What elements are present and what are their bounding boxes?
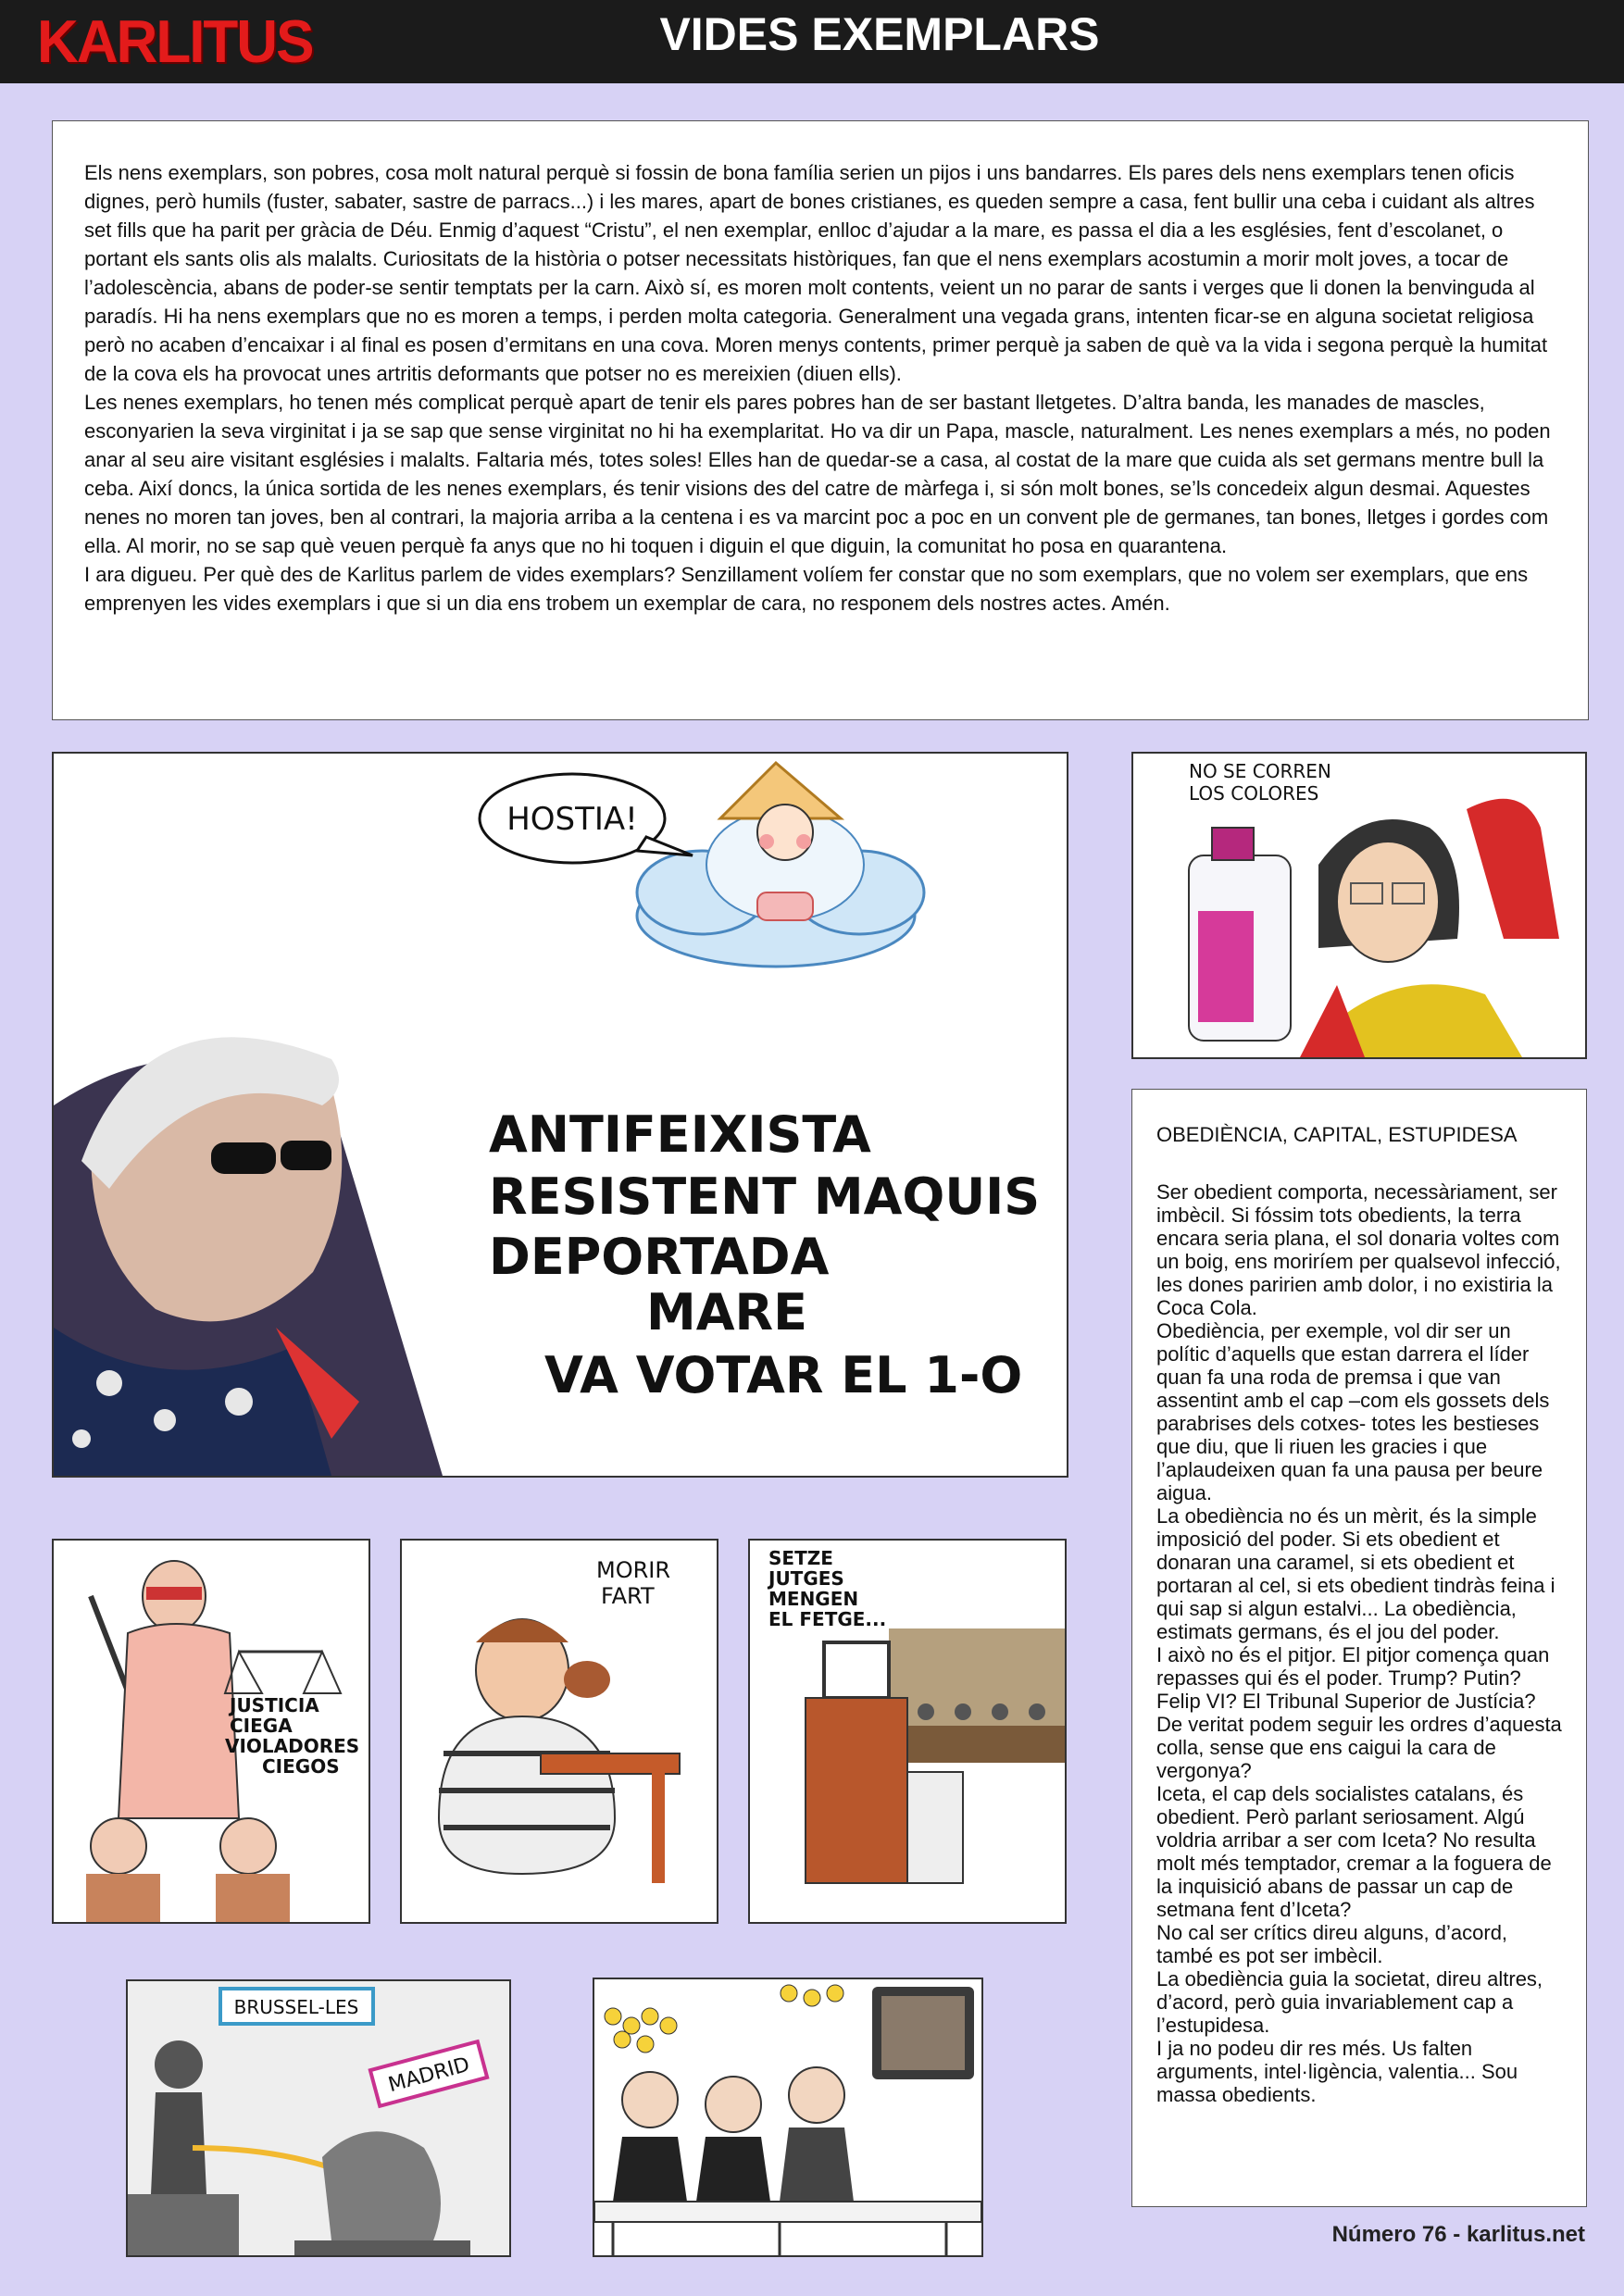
intro-paragraph-3: I ara digueu. Per què des de Karlitus parlem de vides exemplars? Senzillament volíem fer constar que no som exemplars, que no volem ser exemplars, que ens emprenyen les vides exemplars i que si un dia ens trobem un exemplar de cara, no responem dels nostres actes. Amén. (84, 563, 1529, 615)
cartoon-trial (593, 1978, 983, 2257)
cartoon-line-1: ANTIFEIXISTA (489, 1105, 871, 1164)
cartoon-brussel-madrid (126, 1979, 511, 2257)
courtroom-illustration (806, 1628, 1065, 1883)
speech-text: HOSTIA! (506, 801, 638, 838)
intro-paragraph-2: Les nenes exemplars, ho tenen més complicat perquè apart de tenir els pares pobres han de ser bastant lletgetes. D’altra banda, les manades de mascles, esconyarien la seva virginitat i ja se sap que sense virginitat no hi ha exemplaritat. Ho va dir un Papa, mascle, naturalment. Les nenes exemplars a més, no poden anar al seu aire visitant esglésies i malalts. Faltaria més, totes soles! Elles han de quedar-se a casa, al costat de la mare que cuida als set germans mentre bull la ceba. Així doncs, la única sortida de les nenes exemplars, és tenir visions des del catre de màrfega i, si són molt bones, se’ls concedeix algun desmai. Aquestes nenes no moren tan joves, ben al contrari, la majoria arriba a la centena i es va marcint poc a poc en un convent ple de germanes, tan bones, lletges i gordes com ella. Al morir, no se sap què veuen perquè fa anys que no hi toquen i diguin el que diguin, la comunitat ho posa en quarantena. (84, 391, 1551, 557)
setze-line-3: MENGEN (768, 1588, 859, 1610)
morir-line-1: MORIR (596, 1557, 671, 1583)
header-bar (0, 0, 1624, 83)
cartoon-line-4: MARE (646, 1283, 807, 1341)
issue-footer: Número 76 - karlitus.net (1331, 2222, 1585, 2247)
colores-line-1: NO SE CORREN (1189, 760, 1331, 782)
article-paragraph-1: Ser obedient comporta, necessàriament, ser imbècil. Si fóssim tots obedients, la terra encara seria plana, el sol donaria voltes com un boig, ens moriríem per qualsevol infecció, les dones paririen amb dolor, i no existiria la Coca Cola. (1156, 1180, 1561, 1319)
article-paragraph-8: I ja no podeu dir res més. Us falten arguments, intel·ligència, valentia... Sou massa obedients. (1156, 2037, 1518, 2106)
article-title: OBEDIÈNCIA, CAPITAL, ESTUPIDESA (1156, 1123, 1518, 1146)
cartoon-morir-fart (400, 1539, 718, 1924)
article-paragraph-4: I això no és el pitjor. El pitjor comença quan repasses qui és el poder. Trump? Putin? Felip VI? El Tribunal Superior de Justícia? De veritat podem seguir les ordres d’aquesta colla, sense que ens caigui la cara de vergonya? (1156, 1643, 1562, 1782)
trial-emoji-illustration (594, 1985, 981, 2255)
article-paragraph-7: La obediència guia la societat, direu altres, d’acord, però guia invariablement cap a l’estupidesa. (1156, 1967, 1543, 2037)
article-obediencia (1131, 1089, 1587, 2207)
setze-line-4: EL FETGE... (768, 1608, 887, 1630)
justicia-line-4: CIEGOS (262, 1755, 340, 1778)
madrid-sign-text: MADRID (385, 2053, 472, 2098)
old-woman-photo (54, 1037, 443, 1476)
cartoon-line-5: VA VOTAR EL 1-O (544, 1346, 1023, 1404)
article-paragraph-5: Iceta, el cap dels socialistes catalans, és obedient. Però parlant seriosament. Algú voldria arribar a ser com Iceta? No resulta molt més temptador, cremar a la foguera de la inquisició abans de passar un cap de setmana fent d’Iceta? (1156, 1782, 1552, 1921)
intro-paragraph-1: Els nens exemplars, son pobres, cosa molt natural perquè si fossin de bona família serien un pijos i uns bandarres. Els pares dels nens exemplars tenen oficis dignes, però humils (fuster, sabater, sastre de parracs...) i les mares, apart de bones cristianes, es queden sempre a casa, fent bullir una ceba i cuidant als altres set fills que ha parit per gràcia de Déu. Enmig d’aquest “Cristu”, el nen exemplar, enlloc d’ajudar a la mare, es passa el dia a les esglésies, fent d’escolanet, o portant els sants olis als malalts. Curiositats de la història o potser necessitats històriques, fan que el nens exemplars acostumin a morir molt joves, a tocar de l’adolescència, abans de poder-se sentir temptats per la carn. Això sí, es moren molt contents, veient un no parar de sants i verges que li donen la benvinguda al paradís. Hi ha nens exemplars que no es moren a temps, i perden molta categoria. Generalment una vegada grans, intenten ficar-se en alguna societat religiosa però no acaben d’encaixar i al final es posen d’ermitans en una cova. Moren menys contents, primer perquè ja saben de què va la vida i segona perquè la humitat de la cova els ha provocat unes artritis deformants que potser no es mereixien (diuen ells). (84, 161, 1548, 385)
cartoon-line-2: RESISTENT MAQUIS (489, 1167, 1041, 1226)
colores-line-2: LOS COLORES (1189, 782, 1319, 805)
justicia-line-3: VIOLADORES (225, 1735, 360, 1757)
cartoon-justicia (52, 1539, 370, 1924)
setze-line-2: JUTGES (768, 1567, 844, 1590)
woman-illustration (1300, 799, 1559, 1057)
morir-line-2: FART (601, 1583, 655, 1609)
page-title: VIDES EXEMPLARS (659, 8, 1100, 60)
cartoon-colores (1131, 752, 1587, 1059)
intro-text-box (52, 120, 1589, 720)
detergent-bottle-illustration (1189, 828, 1291, 1041)
cartoon-antifeixista (52, 752, 1068, 1478)
cartoon-setze-jutges (748, 1539, 1067, 1924)
justicia-line-2: CIEGA (230, 1715, 293, 1737)
karlitus-logo: KARLITUS (37, 8, 313, 76)
article-paragraph-2: Obediència, per exemple, vol dir ser un polític d’aquells que estan darrera el líder quan fa una roda de premsa i que van assentint amb el cap –com els gossets dels parabrises dels cotxes- totes les bestieses que diu, que li riuen les gracies i que l’aplaudeixen quan fa una pausa per beure aigua. (1156, 1319, 1550, 1504)
prisoner-eating-illustration (439, 1619, 680, 1883)
justicia-line-1: JUSTICIA (230, 1694, 319, 1716)
article-paragraph-6: No cal ser crítics direu alguns, d’acord, també es pot ser imbècil. (1156, 1921, 1508, 1967)
article-paragraph-3: La obediència no és un mèrit, és la simple imposició del poder. Si ets obedient et donaran una caramel, si ets obedient et portaran al cel, si ets obedient tindràs feina i qui sap si algun estalvi... La obediència, estimats germans, és el jou del poder. (1156, 1504, 1555, 1643)
brussel-sign-text: BRUSSEL-LES (233, 1996, 359, 2018)
cartoon-line-3: DEPORTADA (489, 1228, 830, 1286)
setze-line-1: SETZE (768, 1547, 833, 1569)
cloud-figure-illustration (637, 763, 924, 967)
